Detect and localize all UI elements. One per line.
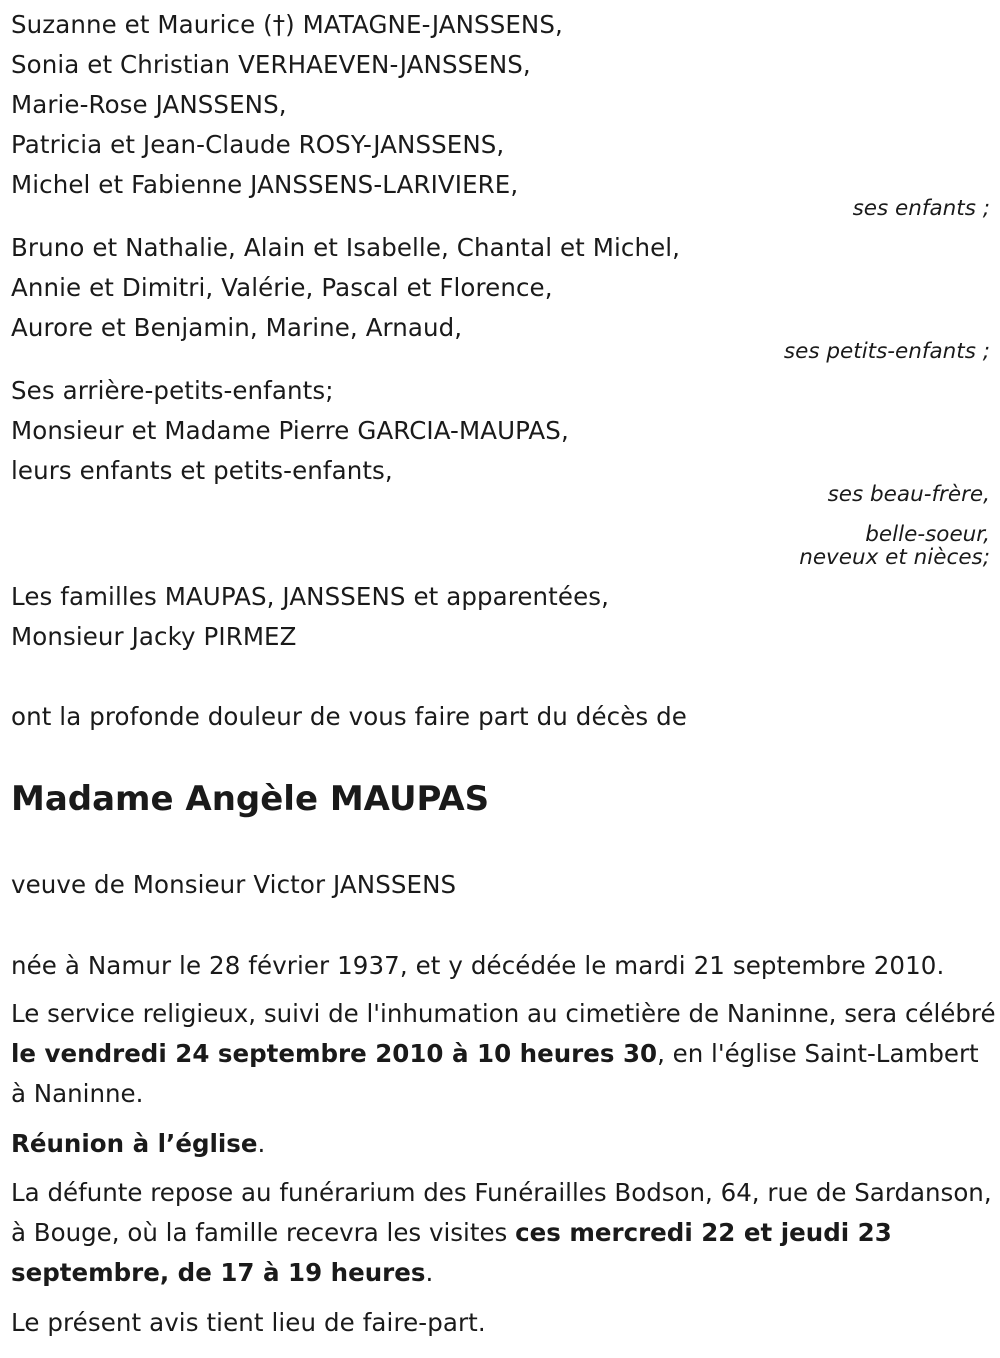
deceased-name: Madame Angèle MAUPAS: [11, 779, 490, 819]
closing: Le présent avis tient lieu de faire-part.: [11, 1308, 486, 1337]
family-line: Monsieur Jacky PIRMEZ: [11, 622, 297, 651]
family-line: Ses arrière-petits-enfants;: [11, 376, 334, 405]
family-line: Bruno et Nathalie, Alain et Isabelle, Chantal et Michel,: [11, 233, 681, 262]
family-line: Les familles MAUPAS, JANSSENS et apparentées,: [11, 582, 609, 611]
family-line: Sonia et Christian VERHAEVEN-JANSSENS,: [11, 50, 531, 79]
service-text: , en l'église Saint-Lambert à Naninne.: [11, 1039, 979, 1108]
family-line: Marie-Rose JANSSENS,: [11, 90, 287, 119]
birth-death: née à Namur le 28 février 1937, et y décédée le mardi 21 septembre 2010.: [11, 951, 945, 980]
children-label: ses enfants ;: [852, 196, 990, 221]
widow-of: veuve de Monsieur Victor JANSSENS: [11, 870, 457, 899]
family-line: Aurore et Benjamin, Marine, Arnaud,: [11, 313, 463, 342]
inlaws-label: belle-soeur,: [865, 522, 990, 547]
visits-paragraph: [11, 1173, 996, 1293]
family-line: Monsieur et Madame Pierre GARCIA-MAUPAS,: [11, 416, 569, 445]
service-paragraph: [11, 994, 996, 1114]
family-line: Annie et Dimitri, Valérie, Pascal et Florence,: [11, 273, 553, 302]
family-line: Patricia et Jean-Claude ROSY-JANSSENS,: [11, 130, 505, 159]
service-date: le vendredi 24 septembre 2010 à 10 heures 30: [11, 1039, 658, 1068]
family-line: Michel et Fabienne JANSSENS-LARIVIERE,: [11, 170, 519, 199]
family-line: leurs enfants et petits-enfants,: [11, 456, 393, 485]
punctuation: .: [257, 1129, 266, 1158]
visits-dates: ces mercredi 22 et jeudi 23 septembre, de 17 à 19 heures: [11, 1218, 892, 1287]
reunion-text: Réunion à l’église: [11, 1129, 258, 1158]
punctuation: .: [425, 1258, 434, 1287]
reunion-paragraph: [11, 1124, 996, 1164]
inlaws-label: neveux et nièces;: [799, 545, 990, 570]
announcement: ont la profonde douleur de vous faire part du décès de: [11, 702, 687, 731]
family-line: Suzanne et Maurice (†) MATAGNE-JANSSENS,: [11, 10, 563, 39]
grandchildren-label: ses petits-enfants ;: [783, 339, 990, 364]
service-text: Le service religieux, suivi de l'inhumation au cimetière de Naninne, sera célébré: [11, 999, 996, 1028]
inlaws-label: ses beau-frère,: [827, 482, 990, 507]
visits-text: La défunte repose au funérarium des Funérailles Bodson, 64, rue de Sardanson, à Bouge, où la famille recevra les visites: [11, 1178, 992, 1247]
